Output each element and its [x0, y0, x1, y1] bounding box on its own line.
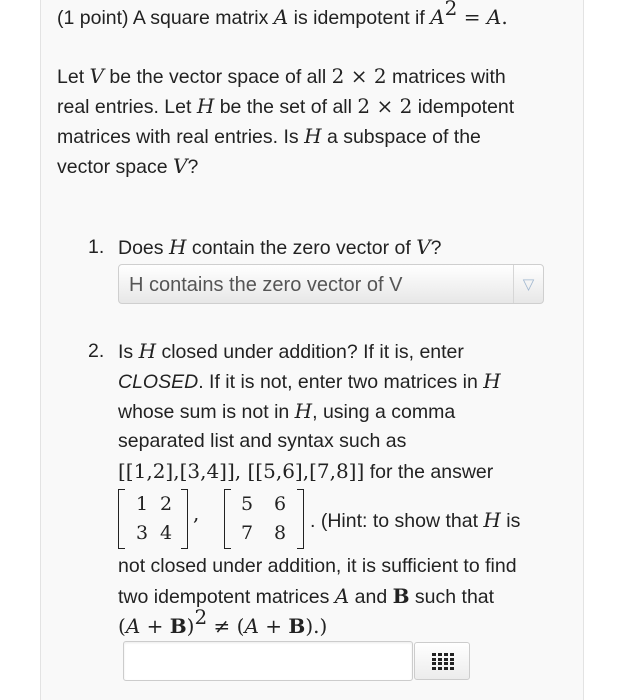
grid-icon: [432, 653, 454, 670]
question-header: (1 point) A square matrix A is idempotent if $A^2 = A$.: [57, 0, 508, 29]
intro-line-3: matrices with real entries. Is H a subspace of the: [57, 124, 481, 148]
matrix-cell: 7: [240, 522, 254, 544]
matrix-cell: 4: [159, 522, 173, 544]
matrix-cell: 6: [273, 493, 287, 515]
zero-vector-select-value: H contains the zero vector of V: [129, 274, 403, 296]
left-bracket: [224, 489, 231, 549]
zero-vector-select[interactable]: [118, 264, 544, 304]
right-bracket: [181, 489, 188, 549]
part2-line-7: not closed under addition, it is sufficient to find: [118, 555, 517, 577]
left-bracket: [118, 489, 125, 549]
part2-line-9: $(A + B)^2 \ne (A + B)$.): [118, 605, 328, 638]
matrix-cell: 3: [135, 522, 149, 544]
matrix-cell: 5: [240, 493, 254, 515]
part2-line-4: separated list and syntax such as: [118, 430, 407, 452]
matrix-cell: 8: [273, 522, 287, 544]
intro-line-4: vector space V?: [57, 154, 199, 178]
part2-number: 2.: [88, 340, 105, 362]
part1-number: 1.: [88, 236, 105, 258]
matrix-separator: ,: [193, 501, 200, 525]
right-bracket: [297, 489, 304, 549]
part2-line-1: Is H closed under addition? If it is, enter: [118, 339, 464, 363]
part1-question: Does H contain the zero vector of V?: [118, 235, 442, 259]
intro-line-2: real entries. Let H be the set of all 2 × 2 idempotent: [57, 94, 515, 118]
example-matrix-1: [118, 489, 188, 549]
part2-line-5: [[1,2],[3,4]], [[5,6],[7,8]] for the answer: [118, 459, 494, 483]
chevron-down-icon[interactable]: ▽: [513, 265, 543, 303]
answer-input[interactable]: [123, 641, 413, 681]
part2-line-2: CLOSED. If it is not, enter two matrices in H: [118, 369, 501, 393]
hint-text: . (Hint: to show that H is: [310, 508, 521, 532]
part2-line-8: two idempotent matrices A and B such that: [118, 584, 495, 608]
part2-line-3: whose sum is not in H, using a comma: [118, 399, 456, 423]
matrix-cell: 1: [135, 493, 149, 515]
example-matrix-2: [224, 489, 304, 549]
matrix-cell: 2: [159, 493, 173, 515]
intro-line-1: Let V be the vector space of all 2 × 2 matrices with: [57, 64, 506, 88]
equation-palette-button[interactable]: [414, 642, 470, 680]
